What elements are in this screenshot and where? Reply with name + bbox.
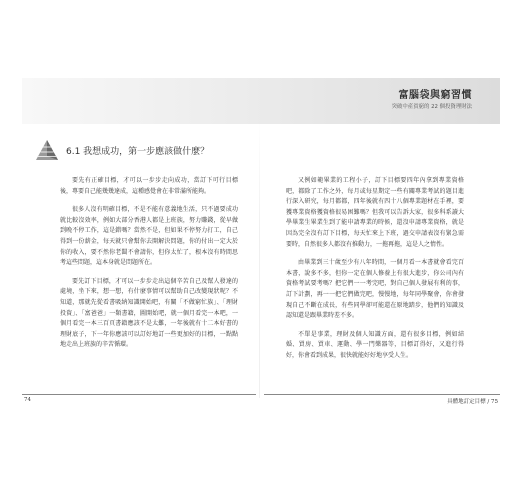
body-paragraph: 不單是事業，理財及個人知識方面，還有很多目標，例如結婚、買房、買車、運動、學一門樂器等，目標訂得好，又進行得好，你會看到成果，很快就能好好地享受人生。: [286, 330, 464, 359]
footer-rule-right: [264, 394, 500, 395]
body-paragraph: 很多人沒有明確目標，不是不能有意義地生活，只不過要成功就比較沒效率，例如大部分香港人都是上班族，努力賺錢，從早做到晚不停工作，這是錯嗎？當然不是，但如果不停努力打工，自己得到一份薪金，每天就只會幫你去開解決問題，你的付出一定大於你的收入，要不然你老闆不會請你，但你太忙了，根本沒有時間思考這些問題，這本身就是問題所在。: [60, 206, 238, 267]
page-gutter: [259, 118, 260, 398]
right-page-folio: 具體地訂定目標 / 75: [447, 399, 498, 405]
body-paragraph: 要先訂下目標，才可以一步步走出這個辛苦自己及幫人發達的處境，坐下來，想一想，有什麼事情可以幫助自己改變現狀呢？不知道，那就先從看書吸納知識開始吧，有關「不做窮忙族」、「理財投資」、「富爸爸」一類書籍，圖開始吧，就一個月看完一本吧，一個月看完一本三百頁書籍應該不是太難，一年後就有十二本好書的理財底子，下一年你應該可以訂好地訂一些更加好的目標，一點點地走出上班族的辛苦循環。: [60, 277, 238, 349]
left-page-body: [60, 176, 238, 359]
running-head-title: 富腦袋與窮習慣: [398, 90, 472, 101]
left-page-number: 74: [24, 397, 31, 403]
body-paragraph: 由畢業到三十歲至少有八年時間，一個月看一本書就會看完百本書，說多不多，但你一定在個人修養上有很大進步，你公司內有資格考試要考嗎？把它們一一考完吧，對自己個人發展有利的事，訂下計劃，再一一把它們做完吧，慢慢地，每年同學聚會，你會發現自己不斷在成長，有些同學卻可能還在原地踏步，他們的知識及認知還是跟畢業時差不多。: [286, 259, 464, 320]
footer-rule-left: [22, 394, 256, 395]
pyramid-icon: [34, 138, 60, 164]
header-band: [22, 78, 500, 124]
right-page-body: [286, 176, 464, 370]
body-paragraph: 要先有正確目標，才可以一步步走向成功，當訂下可行目標後，專要自己能幾幾達成，這種感覺會在非常滿所能夠。: [60, 177, 238, 195]
section-title: 6.1 我想成功，第一步應該做什麼？: [66, 147, 210, 157]
body-paragraph: 又例如範畢業的工程小子，訂下目標要四年內拿到專業資格吧，都除了工作之外，每月或每星期定一些有關專業考試的題目進行深入研究，每月都都，四年後就有四十八個專業題材在手裡，要獲專業資格獲資格很易困難嗎？但我可以告訴大家，很多科系讀大學畢業生畢業生到了能申請專業的時候，還沒申請專業資格，就是因為完全沒有訂下目標，每天忙來上下班，過交申請表沒有緊急需要時，自然很多人都沒有推動力，一拖再拖，這是人之惰性。: [286, 177, 464, 248]
running-head-subtitle: 突破中產貧窮的 22 個投資理財法: [391, 104, 472, 110]
